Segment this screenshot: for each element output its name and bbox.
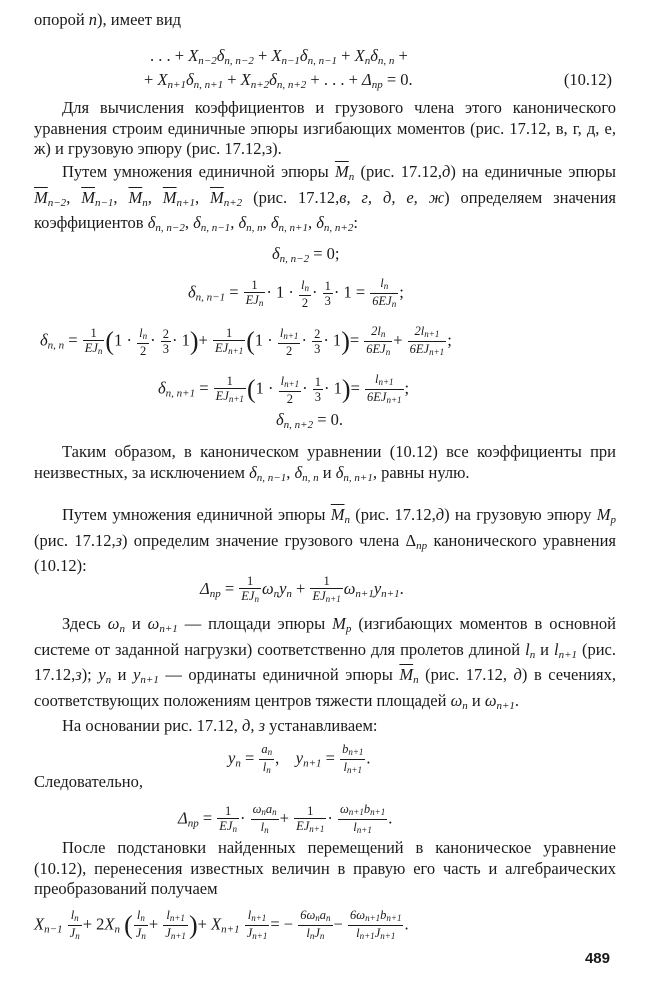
equation-delta-n-n+1: $\delta_{n, n+1}$ = $\frac{1}{EJ_{n+1}}$ (1 · $\frac{l_{n+1}}{2}$ · $\frac{1}{3}$ · 1)= $\frac{l_{n+1}}{6EJ_{n+1}}$ ; bbox=[158, 372, 410, 406]
paragraph-8: После подстановки найденных перемещений в каноническое уравнение (10.12), перенесения известных величин в правую его часть и алгебраических преобразований получаем bbox=[34, 838, 616, 898]
equation-10-12-line2: + $X_{n+1}\delta_{n, n+1} + X_{n+2}\delta_{n, n+2}$ + . . . + $\Delta_{np} = 0$. bbox=[144, 70, 413, 91]
intro-text: опорой n), имеет вид bbox=[34, 10, 182, 29]
equation-delta-np-1: $\Delta_{np}$ = $\frac{1}{EJ_n}$ $\omega_ny_n$ + $\frac{1}{EJ_{n+1}}$ $\omega_{n+1}y_{n+1}$. bbox=[200, 574, 404, 604]
paragraph-2: Путем умножения единичной эпюры $\overline{M}_n$ (рис. 17.12,д) на единичные эпюры $\overline{M}_{n-2}$, $\overline{M}_{n-1}$, $\overline{M}_n$, $\overline{M}_{n+1}$, $\overline{M}_{n+2}$ (рис. 17.12,в, г, д, е, ж) определяем значения коэффициентов $\delta_{n, n-2}$, $\delta_{n, n-1}$, $\delta_{n, n}$, $\delta_{n, n+1}$, $\delta_{n, n+2}$: bbox=[34, 162, 617, 234]
equation-10-12-line1: . . . + $X_{n-2}\delta_{n, n-2} + X_{n-1}\delta_{n, n-1} + X_n\delta_{n, n}$ + bbox=[150, 46, 408, 67]
paragraph-6: На основании рис. 17.12, д, з устанавливаем: bbox=[62, 716, 378, 735]
equation-delta-n-n+2: $\delta_{n, n+2} = 0$. bbox=[276, 410, 344, 431]
equation-delta-n-n-2: $\delta_{n, n-2} = 0$; bbox=[272, 244, 340, 265]
paragraph-7: Следовательно, bbox=[34, 772, 143, 791]
paragraph-1: Для вычисления коэффициентов и грузового члена этого канонического уравнения строим единичные эпюры изгибающих моментов (рис. 17.12, в, г, д, е, ж) и грузовую эпюру (рис. 17.12,з). bbox=[34, 98, 616, 158]
paragraph-3: Таким образом, в каноническом уравнении (10.12) все коэффициенты при неизвестных, за исключением $\delta_{n, n-1}$, $\delta_{n, n}$ и $\delta_{n, n+1}$, равны нулю. bbox=[34, 442, 616, 484]
equation-number: (10.12) bbox=[563, 70, 612, 89]
equation-delta-np-2: $\Delta_{np}$ = $\frac{1}{EJ_n}$ · $\frac{\omega_na_n}{l_n}$ + $\frac{1}{EJ_{n+1}}$ · $\frac{\omega_{n+1}b_{n+1}}{l_{n+1}}$ . bbox=[178, 802, 393, 835]
equation-delta-n-n-1: $\delta_{n, n-1}$ = $\frac{1}{EJ_n}$ · 1 · $\frac{l_n}{2}$ · $\frac{1}{3}$ · 1 = $\frac{l_n}{6EJ_n}$ ; bbox=[188, 276, 404, 310]
equation-delta-n-n: $\delta_{n, n}$ = $\frac{1}{EJ_n}$ (1 · $\frac{l_n}{2}$ · $\frac{2}{3}$ · 1)+ $\frac{1}{EJ_{n+1}}$ (1 · $\frac{l_{n+1}}{2}$ · $\frac{2}{3}$ · 1)= $\frac{2l_n}{6EJ_n}$ + $\frac{2l_{n+1}}{6EJ_{n+1}}$ ; bbox=[40, 324, 452, 358]
text-line-intro bbox=[34, 10, 616, 31]
paragraph-4: Путем умножения единичной эпюры $\overline{M}_n$ (рис. 17.12,д) на грузовую эпюру $M_p$ (рис. 17.12,з) определим значение грузового члена $\Delta_{np}$ канонического уравнения (10.12): bbox=[34, 505, 616, 575]
page-number: 489 bbox=[584, 950, 610, 967]
equation-y: $y_n$ = $\frac{a_n}{l_n}$ , $y_{n+1}$ = $\frac{b_{n+1}}{l_{n+1}}$ . bbox=[228, 742, 371, 775]
equation-final: $X_{n-1}$ $\frac{l_n}{J_n}$ + $2X_n$ ( $\frac{l_n}{J_n}$ + $\frac{l_{n+1}}{J_{n+1}}$ )+ $X_{n+1}$ $\frac{l_{n+1}}{J_{n+1}}$ = − $\frac{6\omega_na_n}{l_nJ_n}$ − $\frac{6\omega_{n+1}b_{n+1}}{l_{n+1}J_{n+1}}$ . bbox=[34, 908, 409, 941]
paragraph-5: Здесь $\omega_n$ и $\omega_{n+1}$ — площади эпюры $M_p$ (изгибающих моментов в основной системе от заданной нагрузки) соответственно для пролетов длиной $l_n$ и $l_{n+1}$ (рис. 17.12,з); $y_n$ и $y_{n+1}$ — ординаты единичной эпюры $\overline{M}_n$ (рис. 17.12, д) в сечениях, соответствующих положениям центров тяжести площадей $\omega_n$ и $\omega_{n+1}$. bbox=[34, 614, 616, 712]
